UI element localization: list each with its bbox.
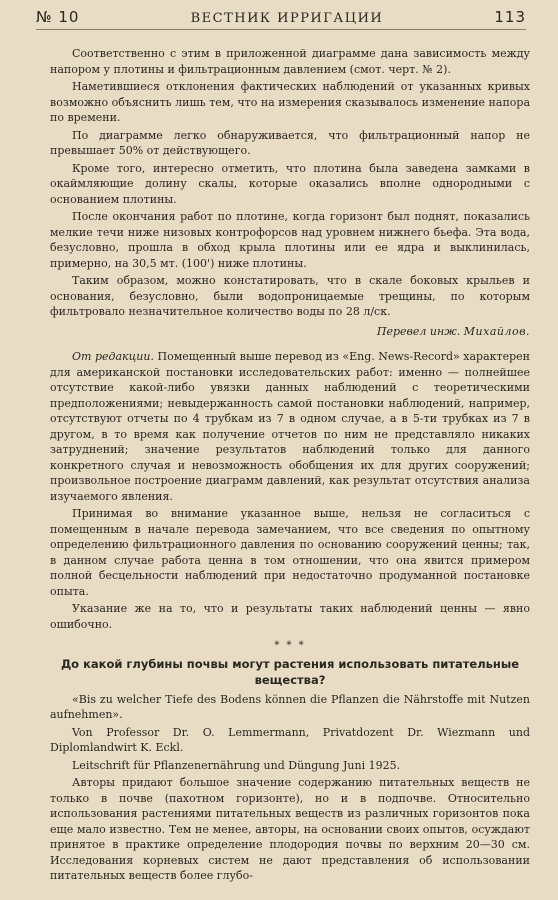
paragraph: По диаграмме легко обнаруживается, что фильтрационный напор не превышает 50% от действующего. — [50, 128, 530, 157]
editorial-paragraph — [50, 349, 530, 504]
paragraph: Наметившиеся отклонения фактических наблюдений от указанных кривых возможно объяснить лишь тем, что на измерения сказывалось изменение напора по времени. — [50, 80, 530, 124]
page-number: 113 — [494, 8, 526, 26]
issue-number: № 10 — [36, 8, 80, 26]
source-line: Leitschrift für Pflanzenernährung und Düngung Juni 1925. — [72, 758, 401, 772]
article-heading: До какой глубины почвы могут растения использовать питательные вещества? — [60, 656, 520, 687]
running-header — [36, 8, 526, 30]
editorial-paragraph: Принимая во внимание указанное выше, нельзя не согласиться с помещенным в начале перевода замечанием, что все сведения по опытному определению фильтрационного давления по основанию сооружений ценны; так, в данном случае работа ценна в том отношении, что она явится примером полной бесцельности наблюдений при недостаточно продуманной постановке опыта. — [50, 507, 530, 598]
paragraph: Авторы придают большое значение содержанию питательных веществ не только в почве (пахотном горизонте), но и в подпочве. Относительно использования растениями питательных веществ из различных горизонтов пока еще мало известно. Тем не менее, авторы, на основании своих опытов, осуждают принятое в практике определение плодородия почвы по верхним 20—30 см. Исследования корневых систем не дают представления об использовании питательных веществ более глубо- — [50, 776, 530, 882]
editorial-text: Помещенный выше перевод из «Eng. News-Record» характерен для американской постановки исследовательских работ: именно — полнейшее отсутствие какой-либо увязки данных наблюдений с теоретическими предположениями; невыдержанность самой постановки наблюдений, например, отсутствуют отчеты по 4 трубкам из 7 в одном случае, а в 5-ти трубках из 7 в другом, в то время как получение отчетов по ним не представляло никаких затруднений; значение результатов наблюдений только для данного конкретного случая и невозможность обобщения их для других сооружений; произвольное построение диаграмм давлений, как результат отсутствия анализа изучаемого явления. — [50, 350, 531, 503]
section-divider: * * * — [274, 640, 306, 651]
paragraph: Таким образом, можно констатировать, что в скале боковых крыльев и основания, безусловно, были водопроницаемые трещины, по которым фильтровало незначительное количество воды по 28 л/ск. — [50, 274, 530, 318]
signature-name: Михайлов. — [463, 324, 530, 338]
paragraph: После окончания работ по плотине, когда горизонт был поднят, показались мелкие течи ниже низовых контрофорсов над уровнем нижнего бьефа. Эта вода, безусловно, прошла в обход крыла плотины или ее ядра и выклинилась, примерно, на 30,5 мт. (100') ниже плотины. — [50, 210, 530, 270]
paragraph: Кроме того, интересно отметить, что плотина была заведена замками в окаймляющие долину скалы, которые оказались вполне однородными с основанием плотины. — [50, 161, 530, 206]
paragraph: Соответственно с этим в приложенной диаграмме дана зависимость между напором у плотины и фильтрационным давлением (смот. черт. № 2). — [50, 47, 530, 76]
german-title: «Bis zu welcher Tiefe des Bodens können die Pflanzen die Nährstoffe mit Nutzen aufnehmen». — [50, 692, 530, 721]
editorial-paragraph: Указание же на то, что и результаты таких наблюдений ценны — явно ошибочно. — [50, 602, 530, 631]
journal-title: ВЕСТНИК ИРРИГАЦИИ — [190, 11, 384, 26]
editorial-label: От редакции. — [72, 350, 154, 363]
translator-signature — [50, 324, 530, 340]
article-body — [50, 46, 530, 884]
authors-line: Von Professor Dr. O. Lemmermann, Privatdozent Dr. Wiezmann und Diplomlandwirt K. Eckl. — [50, 725, 530, 754]
signature-prefix: Перевел инж. — [376, 324, 461, 338]
